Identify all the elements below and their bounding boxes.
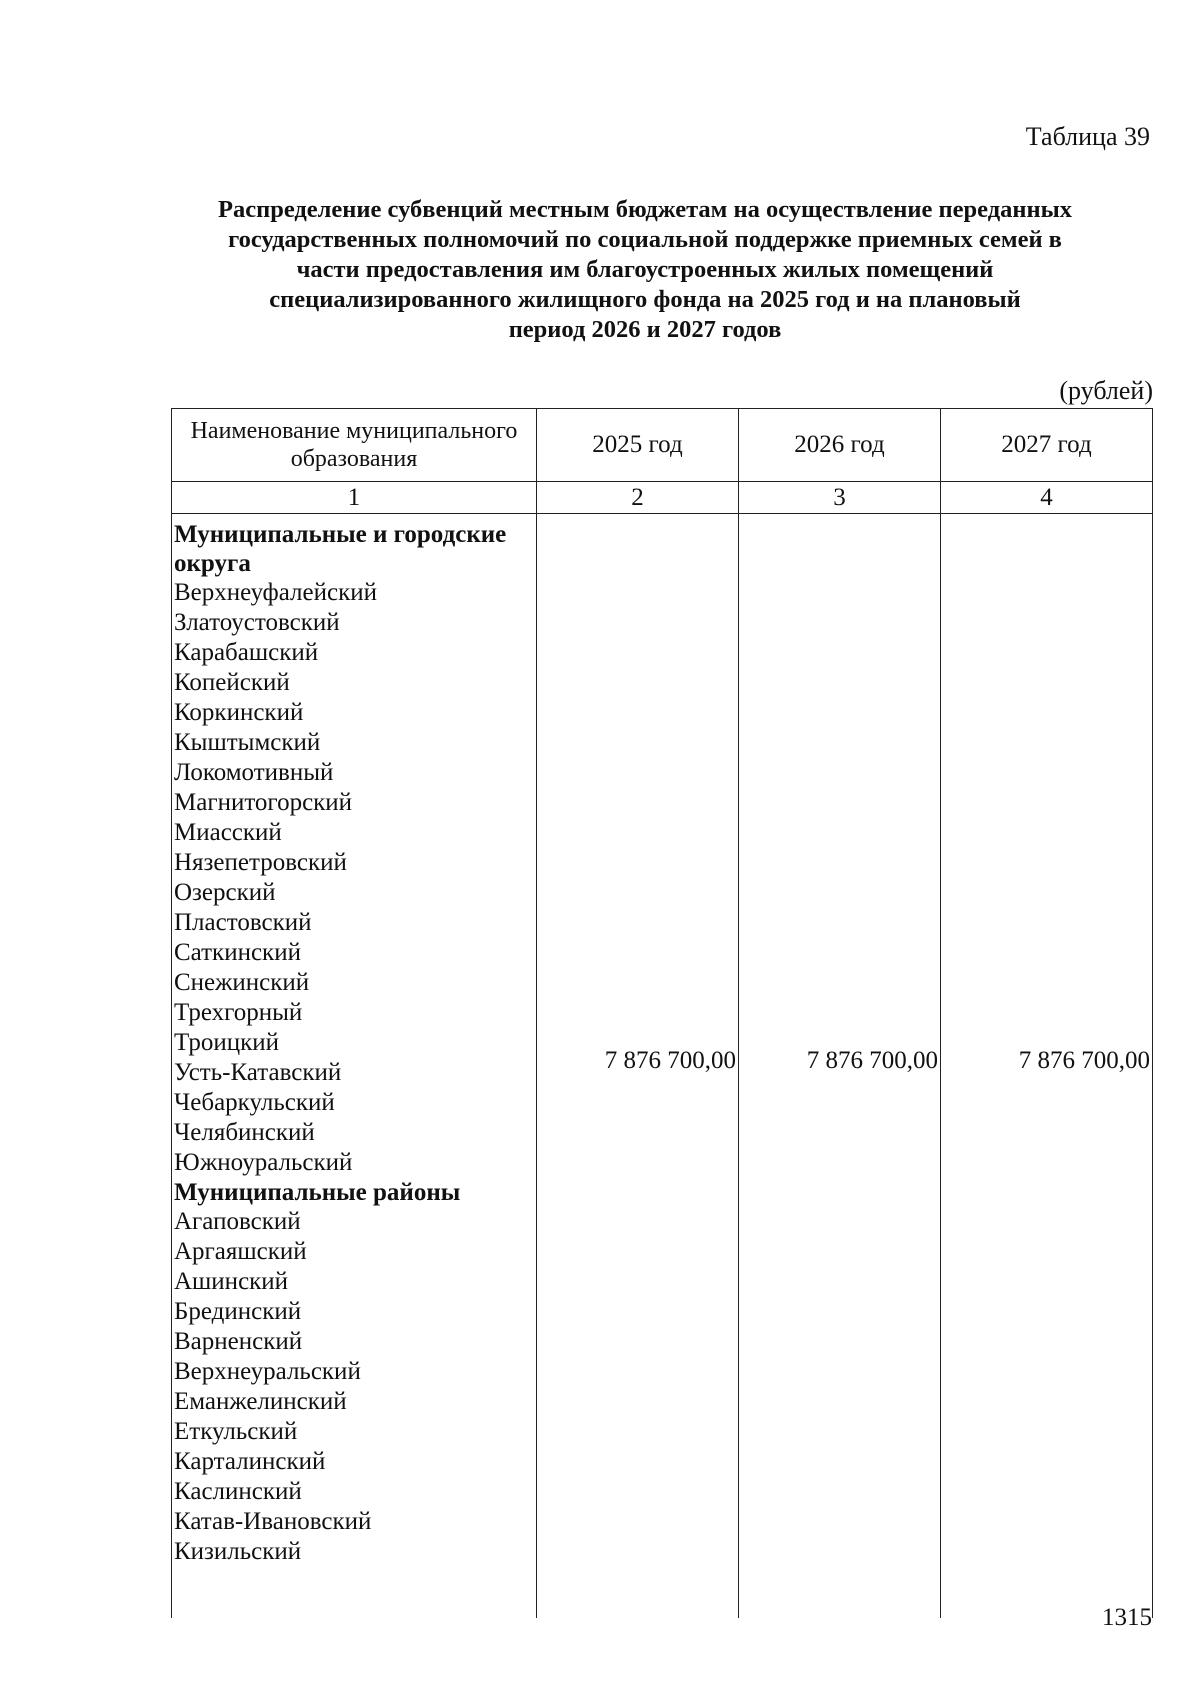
amount-value: 7 876 700,00 bbox=[1018, 1047, 1150, 1074]
municipality-item: Южноуральский bbox=[174, 1149, 353, 1176]
amount-value: 7 876 700,00 bbox=[806, 1047, 938, 1074]
municipality-item: Верхнеуфалейский bbox=[174, 579, 377, 606]
title-line: Распределение субвенций местным бюджетам на осуществление переданных bbox=[218, 196, 1072, 223]
amount-value: 7 876 700,00 bbox=[604, 1047, 736, 1074]
title-line: части предоставления им благоустроенных жилых помещений bbox=[296, 256, 994, 283]
header-2025: 2025 год bbox=[537, 409, 739, 482]
units-label: (рублей) bbox=[1059, 376, 1153, 405]
municipality-item: Верхнеуральский bbox=[174, 1358, 361, 1385]
amount-2025 bbox=[537, 514, 739, 1619]
municipality-item: Кизильский bbox=[174, 1538, 302, 1565]
title-line: государственных полномочий по социальной поддержке приемных семей в bbox=[228, 226, 1062, 253]
table-number: Таблица 39 bbox=[1025, 122, 1150, 151]
municipality-item: Еманжелинский bbox=[174, 1388, 347, 1415]
municipality-item: Катав-Ивановский bbox=[174, 1508, 372, 1535]
municipality-item: Брединский bbox=[174, 1298, 302, 1325]
municipality-item: Трехгорный bbox=[174, 999, 303, 1026]
municipality-item: Златоустовский bbox=[174, 609, 340, 636]
document-title bbox=[170, 195, 1120, 345]
header-row bbox=[172, 409, 1153, 482]
column-number: 3 bbox=[739, 482, 941, 514]
subvention-table bbox=[171, 408, 1153, 1618]
municipality-item: Нязепетровский bbox=[174, 849, 347, 876]
header-municipality: Наименование муниципального образования bbox=[172, 409, 537, 482]
municipality-item: Снежинский bbox=[174, 969, 310, 996]
municipality-item: Варненский bbox=[174, 1328, 303, 1355]
column-number-row bbox=[172, 482, 1153, 514]
title-line: специализированного жилищного фонда на 2025 год и на плановый bbox=[269, 286, 1021, 313]
table-body-row bbox=[172, 514, 1153, 1619]
municipality-item: Магнитогорский bbox=[174, 789, 353, 816]
municipality-item: Миасский bbox=[174, 819, 282, 846]
municipality-item: Локомотивный bbox=[174, 759, 334, 786]
amount-2027 bbox=[941, 514, 1153, 1619]
municipality-item: Саткинский bbox=[174, 939, 301, 966]
municipality-item: Еткульский bbox=[174, 1418, 298, 1445]
title-line: период 2026 и 2027 годов bbox=[508, 316, 782, 343]
municipality-item: Чебаркульский bbox=[174, 1089, 335, 1116]
column-number: 4 bbox=[941, 482, 1153, 514]
column-number: 1 bbox=[172, 482, 537, 514]
municipality-item: Коркинский bbox=[174, 699, 304, 726]
municipality-item: Кыштымский bbox=[174, 729, 321, 756]
municipality-item: Троицкий bbox=[174, 1029, 279, 1056]
municipality-item: Ашинский bbox=[174, 1268, 289, 1295]
column-number: 2 bbox=[537, 482, 739, 514]
municipality-item: Челябинский bbox=[174, 1119, 315, 1146]
municipality-item: Каслинский bbox=[174, 1478, 302, 1505]
municipality-item: Карталинский bbox=[174, 1448, 326, 1475]
header-2027: 2027 год bbox=[941, 409, 1153, 482]
header-2026: 2026 год bbox=[739, 409, 941, 482]
municipality-item: Пластовский bbox=[174, 909, 312, 936]
page-number: 1315 bbox=[1102, 1604, 1152, 1631]
municipality-list bbox=[172, 514, 537, 1619]
municipality-item: Агаповский bbox=[174, 1208, 301, 1235]
municipality-item: Усть-Катавский bbox=[174, 1059, 342, 1086]
municipality-item: Копейский bbox=[174, 669, 290, 696]
municipality-item: Озерский bbox=[174, 879, 276, 906]
group-title: Муниципальные и городские округа bbox=[174, 521, 507, 577]
municipality-item: Аргаяшский bbox=[174, 1238, 307, 1265]
group-title: Муниципальные районы bbox=[174, 1179, 461, 1206]
municipality-item: Карабашский bbox=[174, 639, 319, 666]
amount-2026 bbox=[739, 514, 941, 1619]
